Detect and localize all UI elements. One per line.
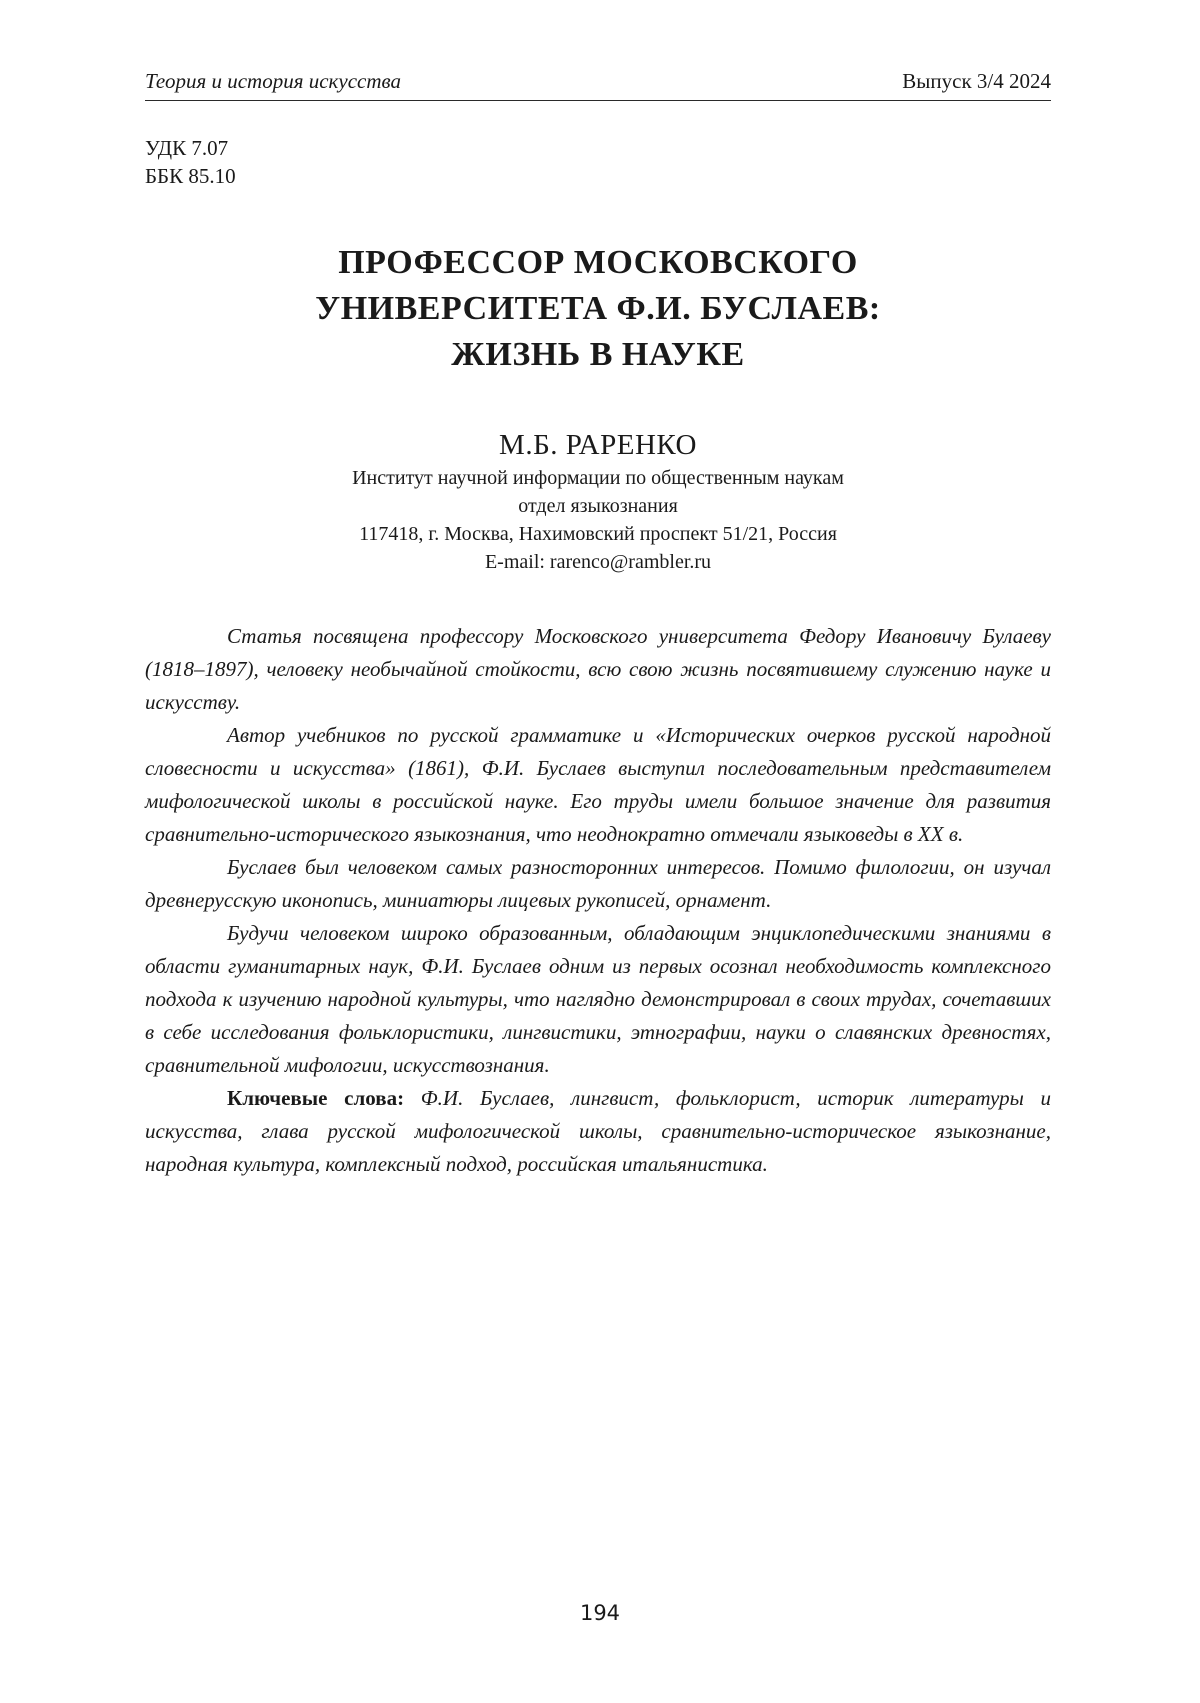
running-header <box>145 66 1051 101</box>
author-name: М.Б. РАРЕНКО <box>145 426 1051 464</box>
keywords-text: Ф.И. Буслаев, лингвист, фольклорист, историк литературы и искусства, глава русской мифологической школы, сравнительно-историческое языкознание, народная культура, комплексный подход, российская итальянистика. <box>145 1086 1051 1176</box>
udk-code: УДК 7.07 <box>145 134 236 162</box>
title-line-3: ЖИЗНЬ В НАУКЕ <box>145 332 1051 378</box>
author-block <box>145 426 1051 576</box>
article-page <box>0 0 1200 1703</box>
classification-codes <box>145 134 236 190</box>
author-address: 117418, г. Москва, Нахимовский проспект 51/21, Россия <box>145 520 1051 548</box>
abstract-paragraph-3: Буслаев был человеком самых разносторонних интересов. Помимо филологии, он изучал древнерусскую иконопись, миниатюры лицевых рукописей, орнамент. <box>145 851 1051 917</box>
issue-number: Выпуск 3/4 2024 <box>902 68 1051 94</box>
keywords-label: Ключевые слова: <box>227 1086 404 1110</box>
author-institution: Институт научной информации по общественным наукам <box>145 464 1051 492</box>
article-title <box>145 240 1051 378</box>
author-email: E-mail: rarenco@rambler.ru <box>145 548 1051 576</box>
title-line-1: ПРОФЕССОР МОСКОВСКОГО <box>145 240 1051 286</box>
abstract-paragraph-4: Будучи человеком широко образованным, обладающим энциклопедическими знаниями в области гуманитарных наук, Ф.И. Буслаев одним из первых осознал необходимость комплексного подхода к изучению народной культуры, что наглядно демонстрировал в своих трудах, сочетавших в себе исследования фольклористики, лингвистики, этнографии, науки о славянских древностях, сравнительной мифологии, искусствознания. <box>145 917 1051 1082</box>
abstract-paragraph-2: Автор учебников по русской грамматике и «Исторических очерков русской народной словесности и искусства» (1861), Ф.И. Буслаев выступил последовательным представителем мифологической школы в российской науке. Его труды имели большое значение для развития сравнительно-исторического языкознания, что неоднократно отмечали языковеды в XX в. <box>145 719 1051 851</box>
author-department: отдел языкознания <box>145 492 1051 520</box>
title-line-2: УНИВЕРСИТЕТА Ф.И. БУСЛАЕВ: <box>145 286 1051 332</box>
bbk-code: ББК 85.10 <box>145 162 236 190</box>
keywords-paragraph <box>145 1082 1051 1181</box>
journal-title: Теория и история искусства <box>145 68 401 94</box>
abstract <box>145 620 1051 1181</box>
abstract-paragraph-1: Статья посвящена профессору Московского университета Федору Ивановичу Булаеву (1818–1897), человеку необычайной стойкости, всю свою жизнь посвятившему служению науке и искусству. <box>145 620 1051 719</box>
page-number: 194 <box>0 1600 1200 1626</box>
